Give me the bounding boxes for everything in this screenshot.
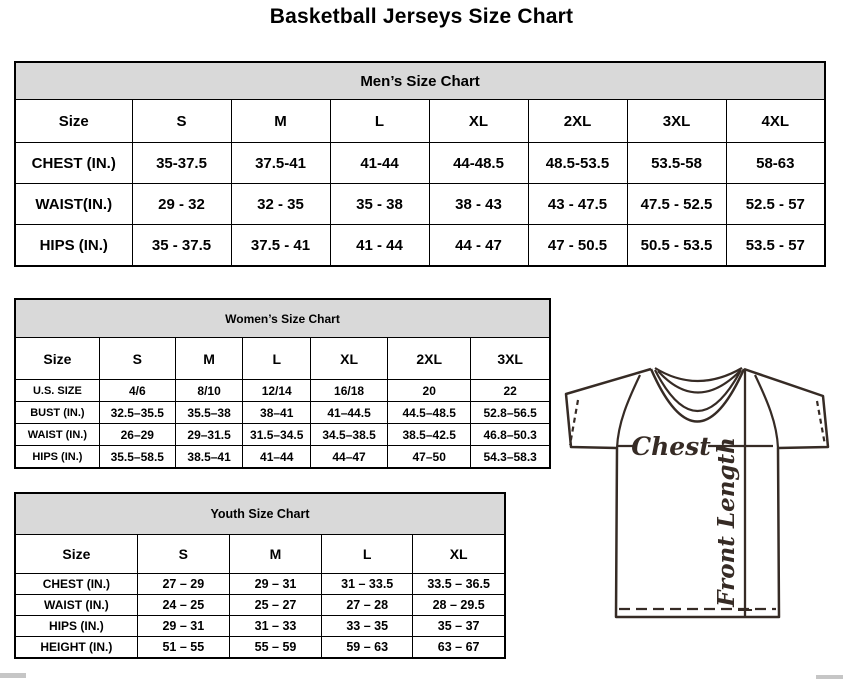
youth-cell-waist-in-xl: 28 – 29.5 bbox=[413, 595, 505, 616]
women-col-header-3xl: 3XL bbox=[471, 338, 550, 380]
women-row-u-s-size bbox=[15, 380, 550, 402]
men-header-row bbox=[15, 100, 825, 143]
women-cell-u-s-size-xl: 16/18 bbox=[311, 380, 388, 402]
men-cell-chest-in-m: 37.5-41 bbox=[231, 143, 330, 184]
men-row-label-chest-in: CHEST (IN.) bbox=[15, 143, 132, 184]
collar-back-arc bbox=[655, 368, 742, 381]
youth-cell-chest-in-s: 27 – 29 bbox=[137, 574, 229, 595]
women-cell-hips-in-m: 38.5–41 bbox=[175, 446, 243, 469]
youth-cell-height-in-xl: 63 – 67 bbox=[413, 637, 505, 659]
collar-v-inner bbox=[655, 370, 741, 411]
page-title: Basketball Jerseys Size Chart bbox=[269, 5, 574, 28]
men-cell-waist-in-l: 35 - 38 bbox=[330, 184, 429, 225]
youth-chart-title: Youth Size Chart bbox=[15, 493, 505, 535]
men-cell-waist-in-m: 32 - 35 bbox=[231, 184, 330, 225]
women-row-label-u-s-size: U.S. SIZE bbox=[15, 380, 99, 402]
women-cell-u-s-size-m: 8/10 bbox=[175, 380, 243, 402]
women-chart-title: Women’s Size Chart bbox=[15, 299, 550, 338]
men-row-label-hips-in: HIPS (IN.) bbox=[15, 225, 132, 267]
women-col-header-size: Size bbox=[15, 338, 99, 380]
youth-row-waist-in bbox=[15, 595, 505, 616]
men-cell-chest-in-4xl: 58-63 bbox=[726, 143, 825, 184]
women-cell-bust-in-3xl: 52.8–56.5 bbox=[471, 402, 550, 424]
men-cell-waist-in-4xl: 52.5 - 57 bbox=[726, 184, 825, 225]
men-cell-chest-in-s: 35-37.5 bbox=[132, 143, 231, 184]
women-cell-bust-in-xl: 41–44.5 bbox=[311, 402, 388, 424]
women-row-label-waist-in: WAIST (IN.) bbox=[15, 424, 99, 446]
youth-cell-height-in-s: 51 – 55 bbox=[137, 637, 229, 659]
youth-cell-waist-in-s: 24 – 25 bbox=[137, 595, 229, 616]
men-cell-hips-in-xl: 44 - 47 bbox=[429, 225, 528, 267]
men-cell-waist-in-2xl: 43 - 47.5 bbox=[528, 184, 627, 225]
youth-cell-hips-in-xl: 35 – 37 bbox=[413, 616, 505, 637]
men-cell-hips-in-l: 41 - 44 bbox=[330, 225, 429, 267]
women-col-header-2xl: 2XL bbox=[388, 338, 471, 380]
youth-cell-chest-in-xl: 33.5 – 36.5 bbox=[413, 574, 505, 595]
youth-row-label-height-in: HEIGHT (IN.) bbox=[15, 637, 137, 659]
men-cell-waist-in-s: 29 - 32 bbox=[132, 184, 231, 225]
jersey-outline bbox=[566, 369, 828, 617]
youth-cell-waist-in-m: 25 – 27 bbox=[229, 595, 321, 616]
youth-cell-waist-in-l: 27 – 28 bbox=[322, 595, 413, 616]
men-col-header-xl: XL bbox=[429, 100, 528, 143]
youth-col-header-xl: XL bbox=[413, 535, 505, 574]
youth-col-header-l: L bbox=[322, 535, 413, 574]
men-row-waist-in bbox=[15, 184, 825, 225]
men-cell-hips-in-s: 35 - 37.5 bbox=[132, 225, 231, 267]
women-row-bust-in bbox=[15, 402, 550, 424]
men-cell-hips-in-m: 37.5 - 41 bbox=[231, 225, 330, 267]
youth-cell-hips-in-m: 31 – 33 bbox=[229, 616, 321, 637]
youth-cell-hips-in-s: 29 – 31 bbox=[137, 616, 229, 637]
women-cell-waist-in-2xl: 38.5–42.5 bbox=[388, 424, 471, 446]
men-cell-hips-in-4xl: 53.5 - 57 bbox=[726, 225, 825, 267]
womens-size-table bbox=[14, 298, 551, 469]
men-cell-waist-in-xl: 38 - 43 bbox=[429, 184, 528, 225]
men-cell-chest-in-xl: 44-48.5 bbox=[429, 143, 528, 184]
men-col-header-s: S bbox=[132, 100, 231, 143]
left-sleeve-dashed-line bbox=[570, 400, 578, 445]
youth-cell-height-in-m: 55 – 59 bbox=[229, 637, 321, 659]
women-cell-hips-in-l: 41–44 bbox=[243, 446, 311, 469]
youth-col-header-m: M bbox=[229, 535, 321, 574]
women-cell-hips-in-3xl: 54.3–58.3 bbox=[471, 446, 550, 469]
men-row-chest-in bbox=[15, 143, 825, 184]
men-cell-hips-in-3xl: 50.5 - 53.5 bbox=[627, 225, 726, 267]
women-cell-waist-in-xl: 34.5–38.5 bbox=[311, 424, 388, 446]
right-armhole-seam bbox=[755, 375, 778, 448]
men-chart-title: Men’s Size Chart bbox=[15, 62, 825, 100]
horizontal-scrollbar-fragment-left[interactable] bbox=[0, 673, 26, 678]
women-cell-u-s-size-s: 4/6 bbox=[99, 380, 175, 402]
men-cell-chest-in-2xl: 48.5-53.5 bbox=[528, 143, 627, 184]
women-cell-bust-in-m: 35.5–38 bbox=[175, 402, 243, 424]
horizontal-scrollbar-fragment-right[interactable] bbox=[816, 675, 843, 679]
women-cell-u-s-size-3xl: 22 bbox=[471, 380, 550, 402]
women-cell-waist-in-l: 31.5–34.5 bbox=[243, 424, 311, 446]
men-cell-hips-in-2xl: 47 - 50.5 bbox=[528, 225, 627, 267]
women-col-header-s: S bbox=[99, 338, 175, 380]
women-row-label-bust-in: BUST (IN.) bbox=[15, 402, 99, 424]
women-col-header-l: L bbox=[243, 338, 311, 380]
women-header-row bbox=[15, 338, 550, 380]
youth-cell-chest-in-l: 31 – 33.5 bbox=[322, 574, 413, 595]
men-col-header-3xl: 3XL bbox=[627, 100, 726, 143]
youth-row-label-waist-in: WAIST (IN.) bbox=[15, 595, 137, 616]
youth-row-label-hips-in: HIPS (IN.) bbox=[15, 616, 137, 637]
women-cell-bust-in-2xl: 44.5–48.5 bbox=[388, 402, 471, 424]
women-cell-bust-in-s: 32.5–35.5 bbox=[99, 402, 175, 424]
women-col-header-m: M bbox=[175, 338, 243, 380]
youth-row-label-chest-in: CHEST (IN.) bbox=[15, 574, 137, 595]
women-cell-hips-in-2xl: 47–50 bbox=[388, 446, 471, 469]
women-cell-waist-in-s: 26–29 bbox=[99, 424, 175, 446]
women-cell-waist-in-m: 29–31.5 bbox=[175, 424, 243, 446]
men-cell-chest-in-l: 41-44 bbox=[330, 143, 429, 184]
youth-size-table bbox=[14, 492, 506, 659]
youth-col-header-s: S bbox=[137, 535, 229, 574]
youth-row-height-in bbox=[15, 637, 505, 659]
youth-header-row bbox=[15, 535, 505, 574]
women-cell-waist-in-3xl: 46.8–50.3 bbox=[471, 424, 550, 446]
youth-row-chest-in bbox=[15, 574, 505, 595]
women-cell-hips-in-xl: 44–47 bbox=[311, 446, 388, 469]
men-col-header-2xl: 2XL bbox=[528, 100, 627, 143]
women-row-hips-in bbox=[15, 446, 550, 469]
men-cell-waist-in-3xl: 47.5 - 52.5 bbox=[627, 184, 726, 225]
women-cell-u-s-size-2xl: 20 bbox=[388, 380, 471, 402]
women-col-header-xl: XL bbox=[311, 338, 388, 380]
men-row-label-waist-in: WAIST(IN.) bbox=[15, 184, 132, 225]
youth-col-header-size: Size bbox=[15, 535, 137, 574]
men-col-header-4xl: 4XL bbox=[726, 100, 825, 143]
men-cell-chest-in-3xl: 53.5-58 bbox=[627, 143, 726, 184]
jersey-measurement-diagram bbox=[556, 360, 843, 626]
front-length-label: Front Length bbox=[713, 437, 740, 607]
women-cell-u-s-size-l: 12/14 bbox=[243, 380, 311, 402]
men-col-header-m: M bbox=[231, 100, 330, 143]
men-row-hips-in bbox=[15, 225, 825, 267]
women-cell-hips-in-s: 35.5–58.5 bbox=[99, 446, 175, 469]
youth-cell-chest-in-m: 29 – 31 bbox=[229, 574, 321, 595]
youth-cell-hips-in-l: 33 – 35 bbox=[322, 616, 413, 637]
youth-row-hips-in bbox=[15, 616, 505, 637]
women-row-label-hips-in: HIPS (IN.) bbox=[15, 446, 99, 469]
chest-label: Chest bbox=[631, 432, 711, 461]
men-col-header-l: L bbox=[330, 100, 429, 143]
mens-size-table bbox=[14, 61, 826, 267]
women-row-waist-in bbox=[15, 424, 550, 446]
women-cell-bust-in-l: 38–41 bbox=[243, 402, 311, 424]
men-col-header-size: Size bbox=[15, 100, 132, 143]
youth-cell-height-in-l: 59 – 63 bbox=[322, 637, 413, 659]
